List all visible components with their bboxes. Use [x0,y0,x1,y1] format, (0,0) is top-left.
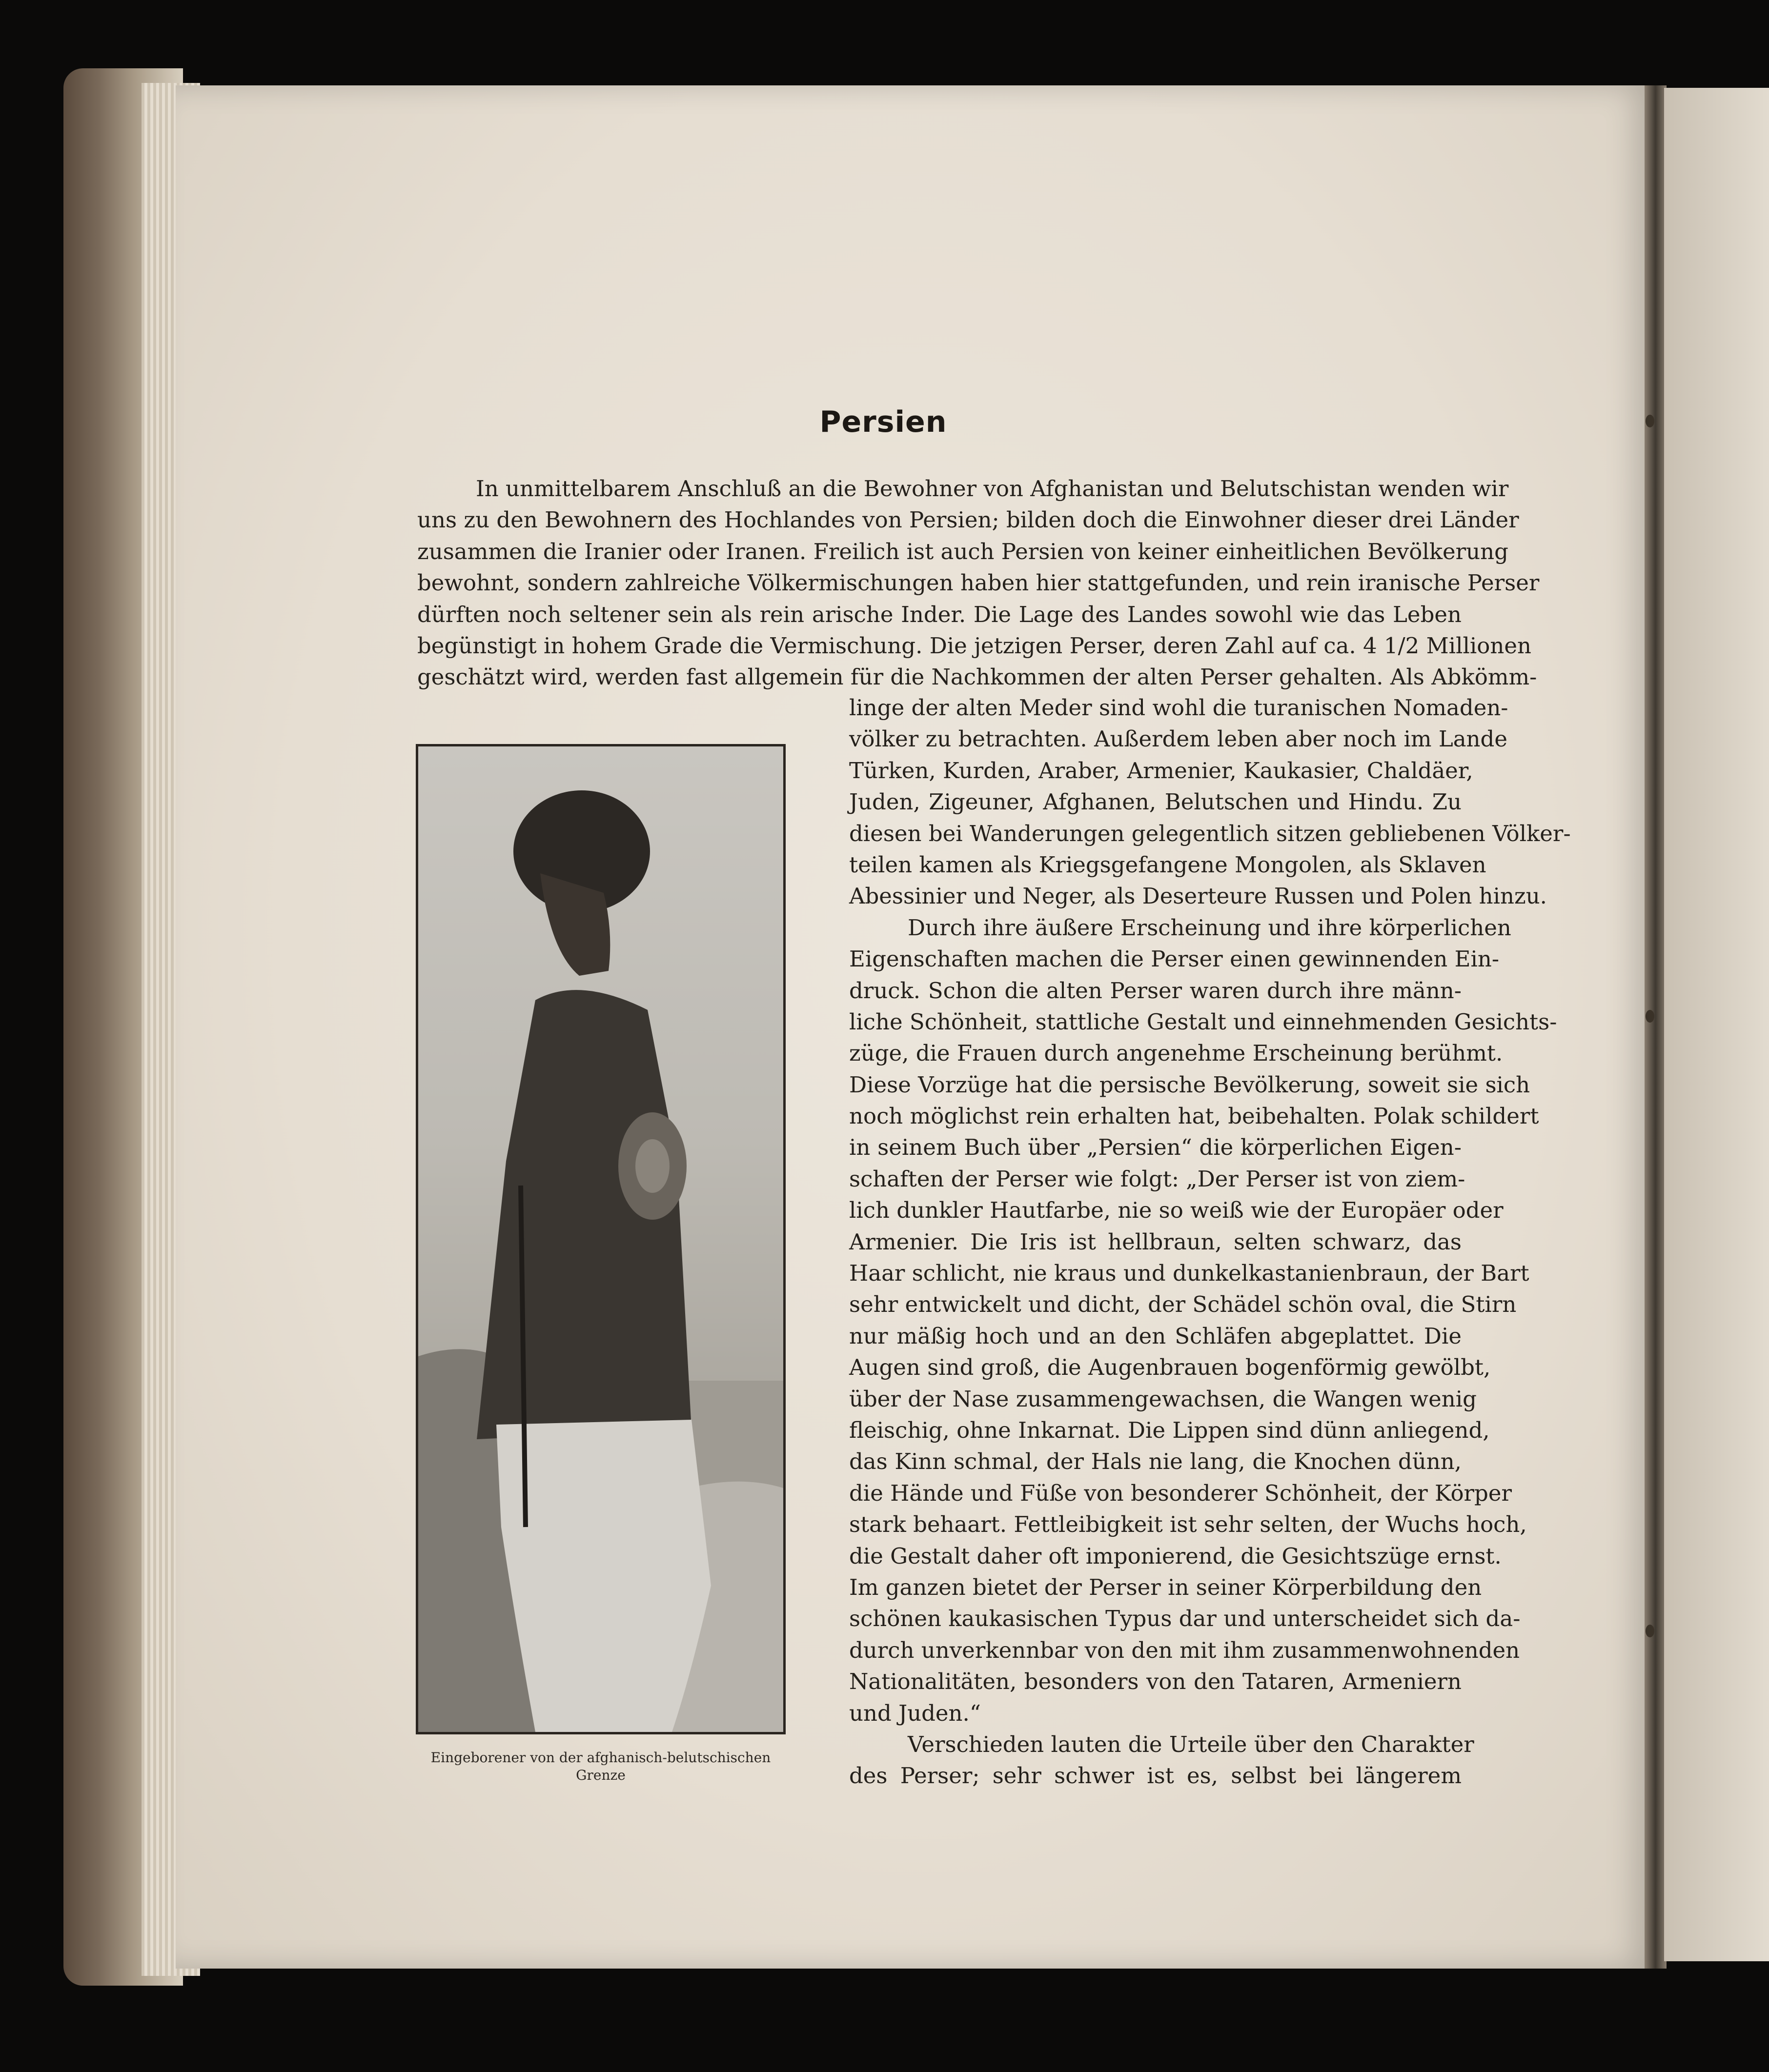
text-line: In unmittelbarem Anschluß an die Bewohner von Afghanistan und Belutschistan wenden wir [476,476,1509,502]
text-line: völker zu betrachten. Außerdem leben aber noch im Lande [849,726,1507,752]
text-line: druck. Schon die alten Perser waren durch ihre männ- [849,977,1462,1004]
caption-line: Grenze [576,1767,626,1783]
body-text-full-width [417,473,1540,693]
text-line: teilen kamen als Kriegsgefangene Mongolen, als Sklaven [849,851,1486,878]
book-gutter [1645,85,1667,1969]
text-line: schönen kaukasischen Typus dar und unterscheidet sich da- [849,1606,1521,1632]
binding-mark [1646,1010,1654,1023]
text-line: Türken, Kurden, Araber, Armenier, Kaukasier, Chaldäer, [849,757,1473,784]
text-line: Nationalitäten, besonders von den Tataren, Armeniern [849,1669,1462,1695]
binding-mark [1646,415,1654,427]
text-line: das Kinn schmal, der Hals nie lang, die Knochen dünn, [849,1448,1462,1475]
text-line: nur mäßig hoch und an den Schläfen abgeplattet. Die [849,1323,1462,1349]
page-title: Persien [819,405,947,439]
binding-mark [1646,1625,1654,1637]
text-line: Durch ihre äußere Erscheinung und ihre körperlichen [908,914,1511,941]
text-line: durch unverkennbar von den mit ihm zusammenwohnenden [849,1637,1520,1663]
text-line: des Perser; sehr schwer ist es, selbst bei längerem [849,1763,1462,1789]
text-line: Im ganzen bietet der Perser in seiner Körperbildung den [849,1574,1482,1600]
text-line: Juden, Zigeuner, Afghanen, Belutschen und Hindu. Zu [849,789,1462,815]
text-line: Abessinier und Neger, als Deserteure Russen und Polen hinzu. [849,883,1547,909]
text-line: Augen sind groß, die Augenbrauen bogenförmig gewölbt, [849,1354,1491,1381]
text-line: lich dunkler Hautfarbe, nie so weiß wie der Europäer oder [849,1197,1504,1224]
text-line: in seinem Buch über „Persien“ die körperlichen Eigen- [849,1134,1462,1161]
text-line: linge der alten Meder sind wohl die turanischen Nomaden- [849,695,1508,721]
portrait-photo [416,744,786,1734]
standing-man-illustration [418,746,783,1732]
text-line: uns zu den Bewohnern des Hochlandes von Persien; bilden doch die Einwohner dieser drei Länder [417,507,1519,533]
text-line: stark behaart. Fettleibigkeit ist sehr selten, der Wuchs hoch, [849,1511,1527,1538]
text-line: die Hände und Füße von besonderer Schönheit, der Körper [849,1480,1512,1506]
caption-line: Eingeborener von der afghanisch-belutschischen [430,1750,771,1766]
text-line: die Gestalt daher oft imponierend, die Gesichtszüge ernst. [849,1543,1502,1569]
text-line: über der Nase zusammengewachsen, die Wangen wenig [849,1386,1477,1412]
text-line: Armenier. Die Iris ist hellbraun, selten schwarz, das [849,1228,1462,1255]
text-line: Haar schlicht, nie kraus und dunkelkastanienbraun, der Bart [849,1260,1529,1287]
text-line: sehr entwickelt und dicht, der Schädel schön oval, die Stirn [849,1291,1517,1318]
text-line: begünstigt in hohem Grade die Vermischung. Die jetzigen Perser, deren Zahl auf ca. 4 1/2 Millionen [417,632,1531,659]
text-line: liche Schönheit, stattliche Gestalt und einnehmenden Gesichts- [849,1008,1557,1035]
body-text-column [849,692,1571,1792]
photo-caption [415,1749,787,1784]
text-line: geschätzt wird, werden fast allgemein für die Nachkommen der alten Perser gehalten. Als Abkömm- [417,664,1537,690]
text-line: dürften noch seltener sein als rein arische Inder. Die Lage des Landes sowohl wie das Leben [417,601,1462,627]
text-line: Diese Vorzüge hat die persische Bevölkerung, soweit sie sich [849,1071,1530,1098]
text-line: bewohnt, sondern zahlreiche Völkermischungen haben hier stattgefunden, und rein iranische Perser [417,570,1540,596]
text-line: züge, die Frauen durch angenehme Erscheinung berühmt. [849,1040,1503,1066]
text-line: Verschieden lauten die Urteile über den Charakter [908,1731,1474,1757]
text-line: zusammen die Iranier oder Iranen. Freilich ist auch Persien von keiner einheitlichen Bevölkerung [417,538,1508,564]
text-line: diesen bei Wanderungen gelegentlich sitzen gebliebenen Völker- [849,820,1571,846]
text-line: Eigenschaften machen die Perser einen gewinnenden Ein- [849,946,1500,972]
text-line: noch möglichst rein erhalten hat, beibehalten. Polak schildert [849,1103,1539,1129]
facing-page-edge [1664,88,1769,1961]
text-line: schaften der Perser wie folgt: „Der Perser ist von ziem- [849,1166,1465,1192]
text-line: und Juden.“ [849,1700,981,1726]
text-line: fleischig, ohne Inkarnat. Die Lippen sind dünn anliegend, [849,1417,1490,1443]
